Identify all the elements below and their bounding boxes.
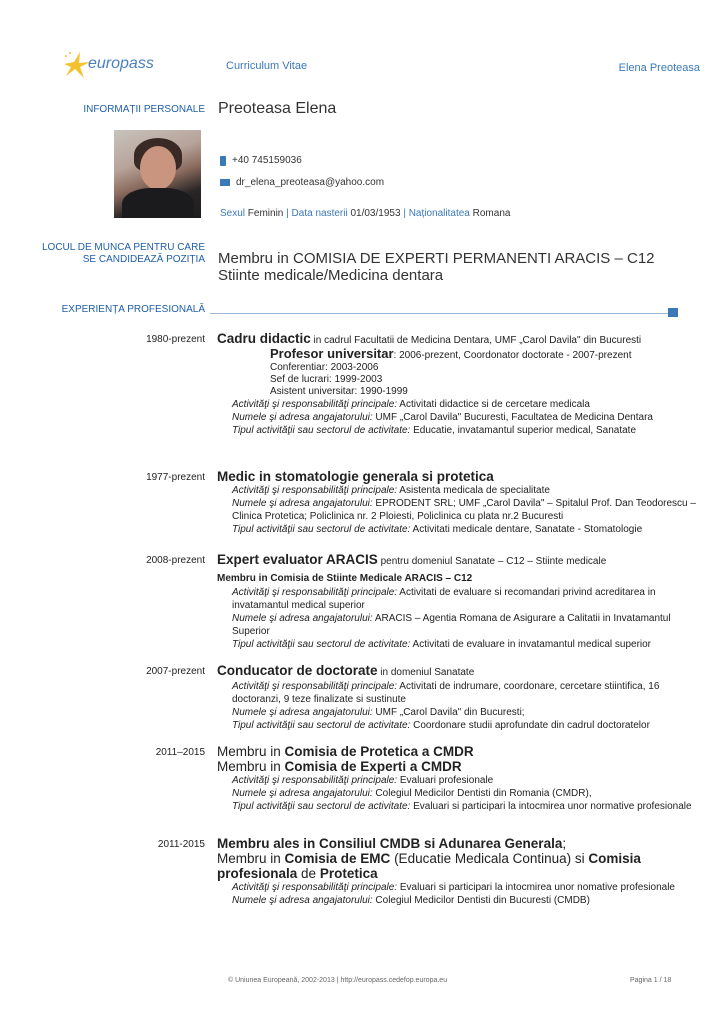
- detail-value: ARACIS – Agentia Romana de Asigurare a Calitatii in Invatamantul Superior: [232, 613, 671, 637]
- rank-segment: Profesor universitar: [270, 346, 394, 361]
- entry-detail: [232, 612, 697, 638]
- detail-label: Tipul activităţii sau sectorul de activitate:: [232, 425, 411, 436]
- nationality-value: Romana: [472, 208, 511, 219]
- academic-rank: [270, 362, 697, 374]
- detail-label: Activităţi şi responsabilităţi principale:: [232, 399, 398, 410]
- phone-icon: [220, 156, 226, 166]
- detail-label: Numele şi adresa angajatorului:: [232, 707, 373, 718]
- header-name: Elena Preoteasa: [618, 62, 700, 74]
- entry-date: 2011-2015: [157, 839, 205, 850]
- rank-segment: : 2006-prezent, Coordonator doctorate - 2007-prezent: [393, 350, 632, 361]
- position-line-2: Stiinte medicale/Medicina dentara: [218, 267, 444, 284]
- title-segment: (Educatie Medicala Continua) si: [390, 851, 589, 866]
- entry-detail: [232, 411, 697, 424]
- entry-body: [217, 331, 697, 437]
- detail-label: Tipul activităţii sau sectorul de activitate:: [232, 720, 411, 731]
- title-segment: Cadru didactic: [217, 331, 311, 346]
- experience-section-label: EXPERIENȚA PROFESIONALĂ: [61, 304, 205, 315]
- entry-detail: [232, 800, 697, 813]
- detail-label: Tipul activităţii sau sectorul de activitate:: [232, 524, 411, 535]
- entry-date: 1977-prezent: [146, 472, 205, 483]
- detail-value: UMF „Carol Davila" din Bucuresti;: [372, 707, 525, 718]
- entry-detail: [232, 774, 697, 787]
- entry-detail: [232, 680, 697, 706]
- title-segment: Medic in stomatologie generala si protetica: [217, 469, 494, 484]
- birth-value: 01/03/1953: [350, 208, 401, 219]
- detail-value: Activitati de indrumare, coordonare, cercetare stiintifica, 16 doctoranzi, 9 teze finalizate si sustinute: [232, 681, 660, 705]
- separator: |: [403, 208, 406, 219]
- personal-info-label: INFORMAȚII PERSONALE: [83, 104, 205, 115]
- entry-title: [217, 759, 697, 774]
- detail-value: Evaluari si participari la intocmirea unor normative profesionale: [410, 801, 692, 812]
- title-segment: Comisia de Protetica a CMDR: [284, 744, 474, 759]
- entry-title: [217, 836, 697, 851]
- detail-label: Numele şi adresa angajatorului:: [232, 613, 373, 624]
- entry-body: [217, 836, 697, 907]
- detail-label: Numele şi adresa angajatorului:: [232, 895, 373, 906]
- phone-row: [220, 155, 302, 166]
- entry-body: [217, 663, 697, 732]
- section-marker: [668, 308, 678, 317]
- detail-value: Evaluari profesionale: [397, 775, 494, 786]
- detail-value: Educatie, invatamantul superior medical, Sanatate: [410, 425, 637, 436]
- email-icon: [220, 179, 230, 186]
- detail-value: Activitati de evaluare si recomandari privind acreditarea in invatamantul medical superior: [232, 587, 656, 611]
- entry-title: [217, 469, 697, 484]
- detail-label: Tipul activităţii sau sectorul de activitate:: [232, 639, 411, 650]
- detail-value: Evaluari si participari la intocmirea unor nomative profesionale: [397, 882, 675, 893]
- sex-value: Feminin: [247, 208, 284, 219]
- detail-value: Colegiul Medicilor Dentisti din Romania (CMDR),: [372, 788, 592, 799]
- entry-detail: [232, 424, 697, 437]
- title-segment: Comisia de EMC: [284, 851, 391, 866]
- detail-value: UMF „Carol Davila" Bucuresti, Facultatea de Medicina Dentara: [372, 412, 653, 423]
- entry-detail: [232, 638, 697, 651]
- detail-label: Activităţi şi responsabilităţi principale:: [232, 882, 398, 893]
- entry-title: [217, 851, 697, 881]
- entry-detail: [232, 523, 697, 536]
- entry-detail: [232, 881, 697, 894]
- email-row: [220, 177, 384, 188]
- title-segment: Membru in: [217, 744, 285, 759]
- entry-title: [217, 552, 697, 569]
- entry-body: [217, 744, 697, 813]
- title-segment: in domeniul Sanatate: [377, 667, 475, 678]
- position-label: LOCUL DE MUNCA PENTRU CARE SE CANDIDEAZĂ POZIȚIA: [42, 242, 205, 265]
- detail-value: EPRODENT SRL; UMF „Carol Davila" – Spitalul Prof. Dan Teodorescu – Clinica Protetica; Policlinica nr. 2 Ploiesti, Policlinica cu plata nr.2 Bucuresti: [232, 498, 696, 522]
- entry-body: [217, 469, 697, 536]
- detail-label: Numele şi adresa angajatorului:: [232, 498, 373, 509]
- title-segment: in cadrul Facultatii de Medicina Dentara, UMF „Carol Davila" din Bucuresti: [310, 335, 642, 346]
- detail-value: Activitati medicale dentare, Sanatate - Stomatologie: [410, 524, 643, 535]
- entry-detail: [232, 398, 697, 411]
- detail-label: Activităţi şi responsabilităţi principale:: [232, 775, 398, 786]
- detail-value: Colegiul Medicilor Dentisti din Bucuresti (CMDB): [372, 895, 590, 906]
- sex-label: Sexul: [220, 208, 246, 219]
- full-name: Preoteasa Elena: [218, 100, 337, 117]
- entry-detail: [232, 586, 697, 612]
- entry-detail: [232, 894, 697, 907]
- separator: |: [286, 208, 289, 219]
- detail-label: Numele şi adresa angajatorului:: [232, 788, 373, 799]
- entry-body: [217, 552, 697, 651]
- detail-label: Numele şi adresa angajatorului:: [232, 412, 373, 423]
- entry-detail: [232, 497, 697, 523]
- title-segment: de: [297, 866, 320, 881]
- detail-label: Activităţi şi responsabilităţi principale:: [232, 485, 398, 496]
- title-segment: Membru in: [217, 759, 285, 774]
- personal-details: [220, 208, 510, 219]
- entry-date: 2011–2015: [155, 747, 205, 758]
- profile-photo: [114, 130, 201, 218]
- birth-label: Data nasterii: [291, 208, 348, 219]
- entry-date: 2008-prezent: [146, 555, 205, 566]
- academic-rank: [270, 374, 697, 386]
- detail-label: Activităţi şi responsabilităţi principale:: [232, 681, 398, 692]
- document-title: Curriculum Vitae: [226, 60, 308, 72]
- entry-title: [217, 569, 697, 586]
- title-segment: Membru in: [217, 851, 285, 866]
- academic-rank: [270, 386, 697, 398]
- title-segment: Conducator de doctorate: [217, 663, 378, 678]
- section-divider: [210, 313, 670, 314]
- academic-rank: [270, 348, 697, 362]
- detail-label: Activităţi şi responsabilităţi principale:: [232, 587, 398, 598]
- phone-number: +40 745159036: [232, 155, 302, 166]
- detail-value: Asistenta medicala de specialitate: [397, 485, 550, 496]
- entry-date: 1980-prezent: [146, 334, 205, 345]
- logo-text: europass: [88, 55, 154, 72]
- detail-value: Coordonare studii aprofundate din cadrul doctoratelor: [410, 720, 650, 731]
- page-number: Pagina 1 / 18: [630, 977, 672, 984]
- entry-detail: [232, 706, 697, 719]
- title-segment: Membru in Comisia de Stiinte Medicale ARACIS – C12: [217, 573, 473, 584]
- detail-label: Tipul activităţii sau sectorul de activitate:: [232, 801, 411, 812]
- title-segment: ;: [562, 836, 567, 851]
- entry-detail: [232, 719, 697, 732]
- rank-segment: Sef de lucrari: 1999-2003: [270, 374, 383, 385]
- entry-title: [217, 744, 697, 759]
- rank-segment: Conferentiar: 2003-2006: [270, 362, 379, 373]
- entry-detail: [232, 787, 697, 800]
- entry-date: 2007-prezent: [146, 666, 205, 677]
- detail-value: Activitati de evaluare in invatamantul medical superior: [410, 639, 652, 650]
- title-segment: pentru domeniul Sanatate – C12 – Stiinte medicale: [377, 556, 607, 567]
- entry-detail: [232, 484, 697, 497]
- detail-value: Activitati didactice si de cercetare medicala: [397, 399, 590, 410]
- title-segment: Protetica: [319, 866, 378, 881]
- title-segment: Comisia profesionala: [217, 851, 641, 881]
- position-applied: [218, 250, 655, 284]
- rank-segment: Asistent universitar: 1990-1999: [270, 386, 408, 397]
- title-segment: Comisia de Experti a CMDR: [284, 759, 462, 774]
- position-line-1: Membru in COMISIA DE EXPERTI PERMANENTI ARACIS – C12: [218, 250, 655, 267]
- email-address[interactable]: dr_elena_preoteasa@yahoo.com: [236, 177, 385, 188]
- title-segment: Membru ales in Consiliul CMDB si Adunarea Generala: [217, 836, 563, 851]
- entry-title: [217, 663, 697, 680]
- title-segment: Expert evaluator ARACIS: [217, 552, 378, 567]
- footer-copyright: © Uniunea Europeană, 2002-2013 | http://europass.cedefop.europa.eu: [228, 977, 448, 984]
- nationality-label: Naționalitatea: [408, 208, 470, 219]
